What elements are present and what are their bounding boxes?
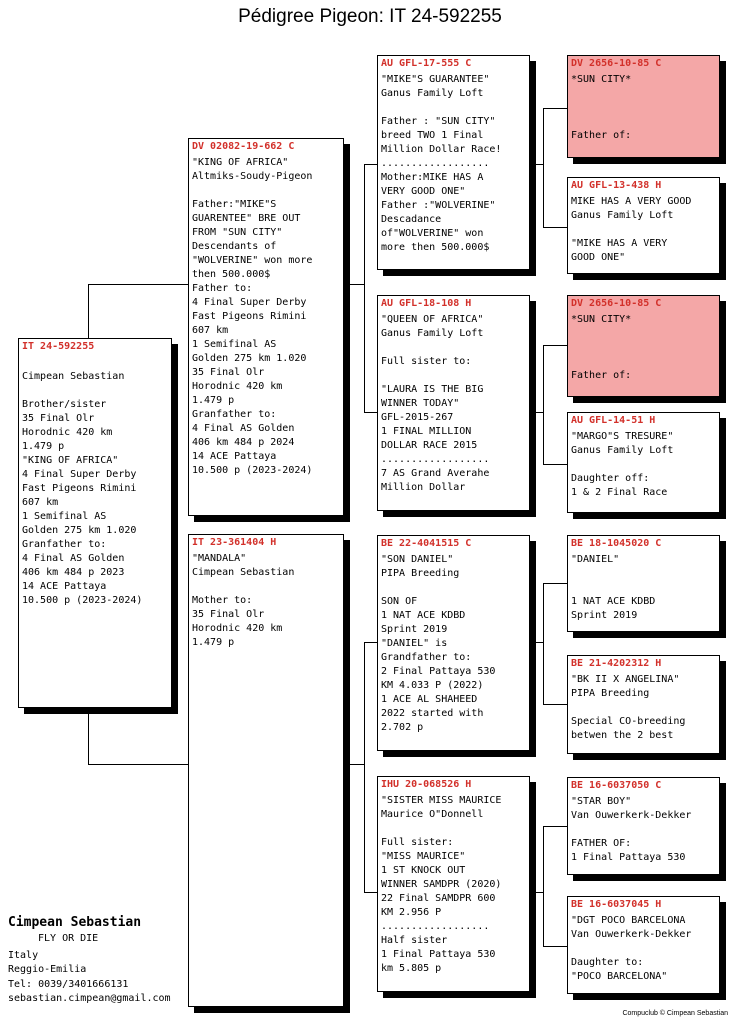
connector (88, 706, 89, 764)
detail-line: 35 Final Olr (22, 413, 95, 424)
detail-line: GOOD ONE" (571, 252, 626, 263)
detail-line: Ganus Family Loft (381, 88, 484, 99)
pigeon-card-mmf[interactable] (567, 777, 720, 875)
detail-line: Maurice O"Donnell (381, 809, 484, 820)
detail-line (381, 581, 526, 595)
pigeon-card-mfm[interactable] (567, 655, 720, 754)
owner-email[interactable]: sebastian.cimpean@gmail.com (8, 993, 171, 1004)
detail-line: Father to: (192, 283, 253, 294)
connector (364, 164, 377, 165)
ring-number: BE 21-4202312 H (571, 658, 662, 669)
detail-line: GUARENTEE" BRE OUT (192, 213, 301, 224)
detail-line: Altmiks-Soudy-Pigeon (192, 171, 313, 182)
connector (543, 345, 544, 464)
ring-number: BE 18-1045020 C (571, 538, 662, 549)
detail-line: Half sister (381, 935, 448, 946)
detail-line: Horodnic 420 km (192, 623, 283, 634)
ring-number: AU GFL-14-51 H (571, 415, 656, 426)
detail-line: Descadance (381, 214, 442, 225)
pigeon-card-fmm[interactable] (567, 412, 720, 513)
detail-line: 35 Final Olr (192, 609, 265, 620)
detail-line: 1.479 p (22, 441, 65, 452)
pigeon-details (571, 914, 716, 984)
pigeon-card-mmm[interactable] (567, 896, 720, 994)
detail-line: Father : "SUN CITY" (381, 116, 496, 127)
connector (543, 946, 567, 947)
detail-line: Father :"WOLVERINE" (381, 200, 496, 211)
pigeon-card-father-father[interactable] (377, 55, 530, 270)
connector (543, 345, 567, 346)
detail-line: "MANDALA" (192, 553, 247, 564)
detail-line: then 500.000$ (192, 269, 271, 280)
detail-line: WINNER SAMDPR (2020) (381, 879, 502, 890)
ring-number: AU GFL-18-108 H (381, 298, 472, 309)
owner-motto: FLY OR DIE (38, 933, 99, 944)
detail-line: 4 Final AS Golden (22, 553, 125, 564)
detail-line: Horodnic 420 km (192, 381, 283, 392)
connector (88, 284, 188, 285)
pigeon-details (192, 552, 340, 650)
detail-line: breed TWO 1 Final (381, 130, 484, 141)
detail-line (571, 101, 716, 115)
detail-line: "DGT POCO BARCELONA (571, 915, 686, 926)
detail-line: Daughter off: (571, 473, 650, 484)
pigeon-card-main[interactable] (18, 338, 172, 708)
detail-line: Golden 275 km 1.020 (192, 353, 307, 364)
detail-line: 1 NAT ACE KDBD (381, 610, 466, 621)
detail-line: 1 ACE AL SHAHEED (381, 694, 478, 705)
detail-line (192, 580, 340, 594)
detail-line: 406 km 484 p 2023 (22, 567, 125, 578)
pigeon-details (571, 195, 716, 265)
detail-line: 1 & 2 Final Race (571, 487, 668, 498)
connector (543, 583, 544, 704)
detail-line: 1 Final Pattaya 530 (381, 949, 496, 960)
detail-line: "SISTER MISS MAURICE (381, 795, 502, 806)
detail-line: Fast Pigeons Rimini (192, 311, 307, 322)
detail-line: PIPA Breeding (381, 568, 460, 579)
detail-line: Granfather to: (22, 539, 107, 550)
detail-line: FROM "SUN CITY" (192, 227, 283, 238)
detail-line: 7 AS Grand Averahe (381, 468, 490, 479)
pigeon-card-fmf[interactable] (567, 295, 720, 397)
detail-line: Full sister: (381, 837, 454, 848)
detail-line: .................. (381, 921, 490, 932)
detail-line: "DANIEL" (571, 554, 620, 565)
pigeon-card-father[interactable] (188, 138, 344, 516)
detail-line: Father:"MIKE"S (192, 199, 277, 210)
detail-line: "QUEEN OF AFRICA" (381, 314, 484, 325)
pigeon-details (381, 73, 526, 255)
detail-line: *SUN CITY* (571, 74, 632, 85)
pigeon-details (381, 794, 526, 976)
detail-line: Van Ouwerkerk-Dekker (571, 929, 692, 940)
connector (543, 108, 544, 227)
pigeon-card-ffm[interactable] (567, 177, 720, 274)
detail-line: Sprint 2019 (571, 610, 638, 621)
connector (543, 464, 567, 465)
detail-line: *SUN CITY* (571, 314, 632, 325)
detail-line: VERY GOOD ONE" (381, 186, 466, 197)
pigeon-details (22, 356, 168, 608)
connector (530, 642, 543, 643)
detail-line: Fast Pigeons Rimini (22, 483, 137, 494)
detail-line: 2022 started with (381, 708, 484, 719)
connector (530, 412, 543, 413)
detail-line (571, 701, 716, 715)
detail-line: Van Ouwerkerk-Dekker (571, 810, 692, 821)
pigeon-card-mother-mother[interactable] (377, 776, 530, 992)
detail-line: 10.500 p (2023-2024) (192, 465, 313, 476)
detail-line (381, 101, 526, 115)
detail-line (571, 581, 716, 595)
detail-line: "MIKE"S GUARANTEE" (381, 74, 490, 85)
ring-number: BE 22-4041515 C (381, 538, 472, 549)
page-title: Pédigree Pigeon: IT 24-592255 (238, 6, 502, 27)
detail-line: 4 Final Super Derby (192, 297, 307, 308)
pigeon-card-mother[interactable] (188, 534, 344, 1007)
ring-number: DV 2656-10-85 C (571, 58, 662, 69)
detail-line: 22 Final SAMDPR 600 (381, 893, 496, 904)
detail-line: "KING OF AFRICA" (22, 455, 119, 466)
pigeon-card-mother-father[interactable] (377, 535, 530, 751)
detail-line (22, 384, 168, 398)
detail-line: FATHER OF: (571, 838, 632, 849)
detail-line: 10.500 p (2023-2024) (22, 595, 143, 606)
ring-number: DV 2656-10-85 C (571, 298, 662, 309)
detail-line: 406 km 484 p 2024 (192, 437, 295, 448)
detail-line: 1 Final Pattaya 530 (571, 852, 686, 863)
pigeon-details (381, 553, 526, 735)
detail-line: Ganus Family Loft (381, 328, 484, 339)
pigeon-details (192, 156, 340, 478)
pigeon-details (571, 313, 716, 383)
connector (530, 892, 543, 893)
detail-line: Father of: (571, 130, 632, 141)
detail-line (571, 942, 716, 956)
detail-line: 2 Final Pattaya 530 (381, 666, 496, 677)
detail-line: Golden 275 km 1.020 (22, 525, 137, 536)
detail-line: MIKE HAS A VERY GOOD (571, 196, 692, 207)
connector (543, 108, 567, 109)
owner-info (8, 914, 171, 1007)
detail-line: "WOLVERINE" won more (192, 255, 313, 266)
detail-line: "DANIEL" is (381, 638, 448, 649)
owner-phone: Tel: 0039/3401666131 (8, 978, 129, 990)
detail-line: 607 km (22, 497, 59, 508)
pigeon-card-mff[interactable] (567, 535, 720, 632)
detail-line: SON OF (381, 596, 418, 607)
connector (543, 227, 567, 228)
detail-line: "MIKE HAS A VERY (571, 238, 668, 249)
detail-line: of"WOLVERINE" won (381, 228, 484, 239)
detail-line: Sprint 2019 (381, 624, 448, 635)
detail-line: Ganus Family Loft (571, 210, 674, 221)
detail-line (571, 567, 716, 581)
connector (543, 704, 567, 705)
detail-line: 4 Final AS Golden (192, 423, 295, 434)
detail-line: "MISS MAURICE" (381, 851, 466, 862)
pigeon-details (571, 73, 716, 143)
ring-number: BE 16-6037045 H (571, 899, 662, 910)
copyright: Compuclub © Cimpean Sebastian (622, 1010, 728, 1017)
detail-line: Descendants of (192, 241, 277, 252)
detail-line: WINNER TODAY" (381, 398, 460, 409)
detail-line: Grandfather to: (381, 652, 472, 663)
detail-line: Mother:MIKE HAS A (381, 172, 484, 183)
connector (543, 583, 567, 584)
ring-number: AU GFL-13-438 H (571, 180, 662, 191)
connector (88, 284, 89, 340)
connector (543, 826, 567, 827)
detail-line: GFL-2015-267 (381, 412, 454, 423)
detail-line: Million Dollar (381, 482, 466, 493)
detail-line: 607 km (192, 325, 229, 336)
detail-line (571, 355, 716, 369)
detail-line: 2.702 p (381, 722, 424, 733)
pigeon-details (571, 553, 716, 623)
detail-line: 1.479 p (192, 637, 235, 648)
detail-line: Million Dollar Race! (381, 144, 502, 155)
connector (530, 164, 543, 165)
owner-country: Italy (8, 949, 39, 961)
detail-line: Mother to: (192, 595, 253, 606)
detail-line (571, 223, 716, 237)
pigeon-card-father-mother[interactable] (377, 295, 530, 511)
detail-line: 4 Final Super Derby (22, 469, 137, 480)
detail-line (381, 341, 526, 355)
detail-line (571, 341, 716, 355)
detail-line: 1 NAT ACE KDBD (571, 596, 656, 607)
detail-line: 14 ACE Pattaya (22, 581, 107, 592)
connector (364, 892, 377, 893)
detail-line (571, 87, 716, 101)
detail-line: Father of: (571, 370, 632, 381)
detail-line: 1 FINAL MILLION (381, 426, 472, 437)
detail-line: "LAURA IS THE BIG (381, 384, 484, 395)
pigeon-details (571, 673, 716, 743)
connector (364, 642, 377, 643)
connector (364, 164, 365, 412)
ring-number: AU GFL-17-555 C (381, 58, 472, 69)
detail-line: 35 Final Olr (192, 367, 265, 378)
detail-line: km 5.805 p (381, 963, 442, 974)
detail-line: more then 500.000$ (381, 242, 490, 253)
ring-number: DV 02082-19-662 C (192, 141, 295, 152)
detail-line: Cimpean Sebastian (192, 567, 295, 578)
detail-line: KM 4.033 P (2022) (381, 680, 484, 691)
detail-line (571, 115, 716, 129)
detail-line: "BK II X ANGELINA" (571, 674, 680, 685)
detail-line: DOLLAR RACE 2015 (381, 440, 478, 451)
detail-line: Special CO-breeding (571, 716, 686, 727)
ring-number: IT 23-361404 H (192, 537, 277, 548)
detail-line: "STAR BOY" (571, 796, 632, 807)
detail-line: Brother/sister (22, 399, 107, 410)
detail-line: KM 2.956 P (381, 907, 442, 918)
detail-line (192, 184, 340, 198)
detail-line: Granfather to: (192, 409, 277, 420)
pigeon-details (381, 313, 526, 495)
detail-line: Cimpean Sebastian (22, 371, 125, 382)
owner-name: Cimpean Sebastian (8, 915, 142, 930)
ring-number: IHU 20-068526 H (381, 779, 472, 790)
detail-line: 1 Semifinal AS (192, 339, 277, 350)
ring-number: IT 24-592255 (22, 341, 95, 352)
detail-line: 1.479 p (192, 395, 235, 406)
connector (543, 826, 544, 946)
detail-line: "POCO BARCELONA" (571, 971, 668, 982)
detail-line: 14 ACE Pattaya (192, 451, 277, 462)
detail-line: Horodnic 420 km (22, 427, 113, 438)
detail-line: Daughter to: (571, 957, 644, 968)
detail-line: "MARGO"S TRESURE" (571, 431, 674, 442)
detail-line (571, 458, 716, 472)
connector (364, 412, 377, 413)
detail-line: "SON DANIEL" (381, 554, 454, 565)
ring-number: BE 16-6037050 C (571, 780, 662, 791)
detail-line: 1 ST KNOCK OUT (381, 865, 466, 876)
detail-line: Full sister to: (381, 356, 472, 367)
connector (364, 642, 365, 892)
detail-line: betwen the 2 best (571, 730, 674, 741)
pigeon-card-fff[interactable] (567, 55, 720, 158)
detail-line (22, 356, 168, 370)
detail-line (381, 369, 526, 383)
detail-line: PIPA Breeding (571, 688, 650, 699)
detail-line: "KING OF AFRICA" (192, 157, 289, 168)
connector (88, 764, 188, 765)
pigeon-details (571, 430, 716, 500)
detail-line (571, 823, 716, 837)
owner-city: Reggio-Emilia (8, 964, 87, 975)
detail-line: Ganus Family Loft (571, 445, 674, 456)
detail-line: 1 Semifinal AS (22, 511, 107, 522)
pigeon-details (571, 795, 716, 865)
detail-line: .................. (381, 158, 490, 169)
detail-line: .................. (381, 454, 490, 465)
detail-line (381, 822, 526, 836)
detail-line (571, 327, 716, 341)
